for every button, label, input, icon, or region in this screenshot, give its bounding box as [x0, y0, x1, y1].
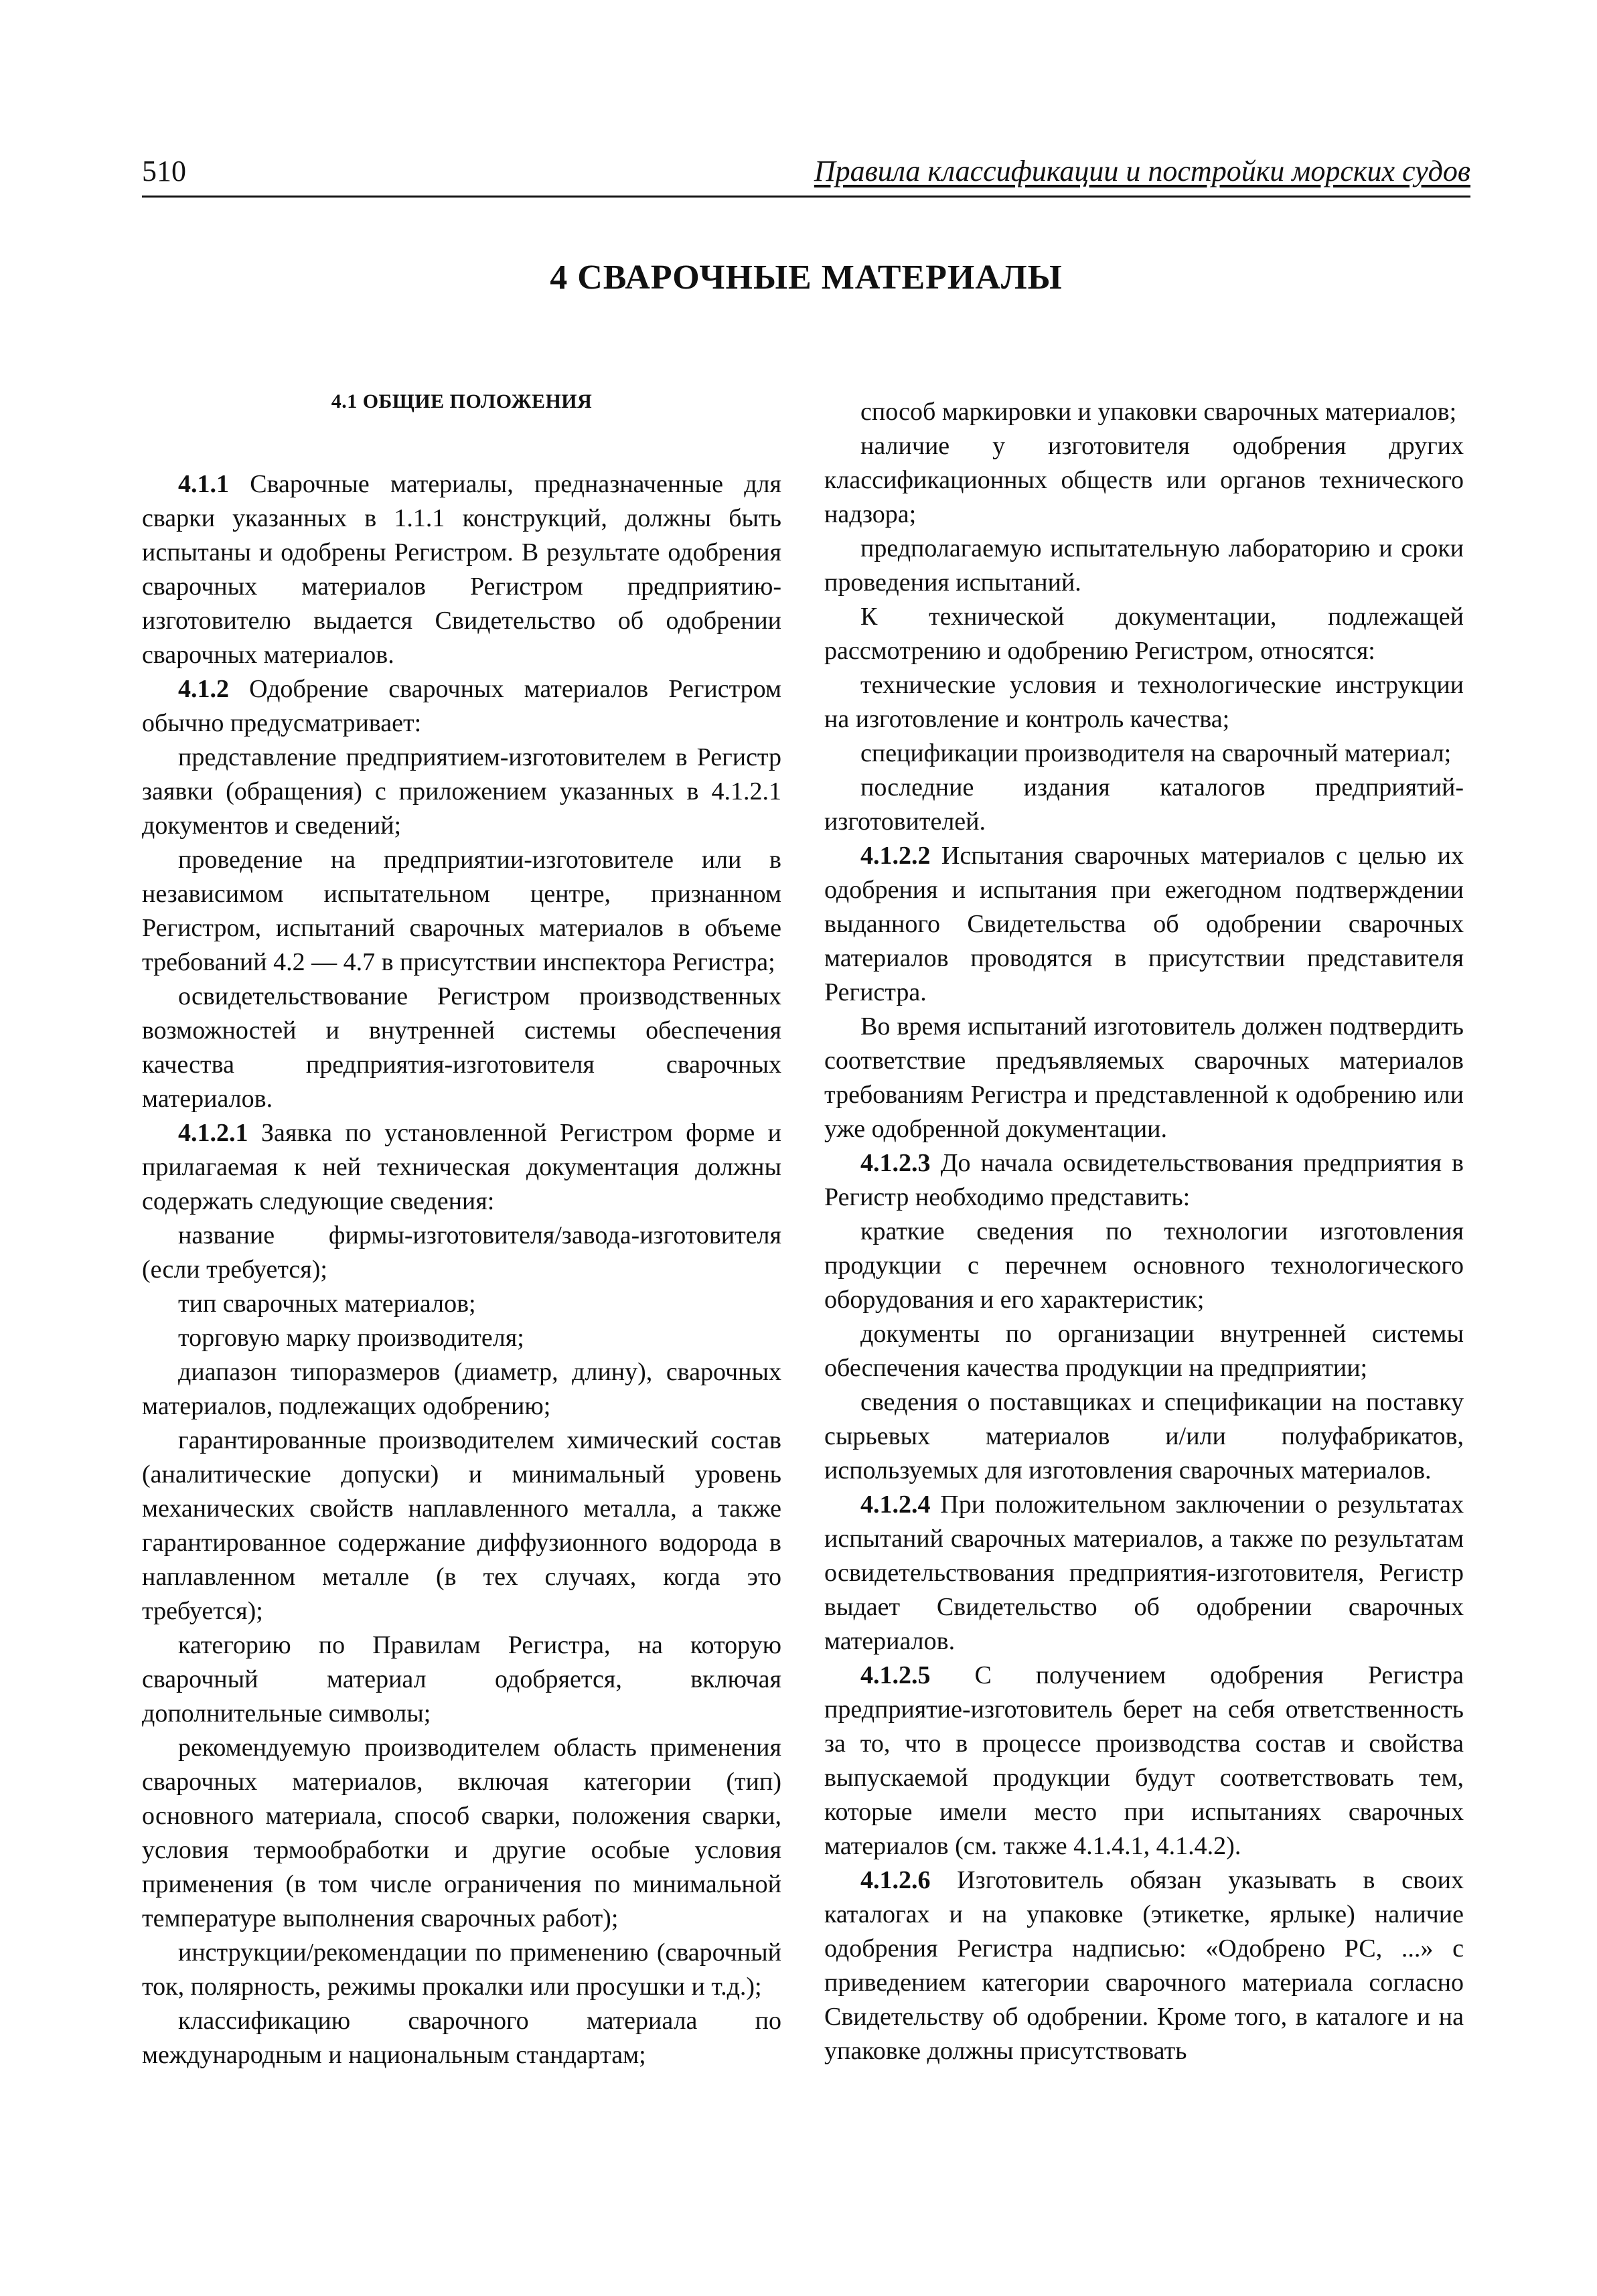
- paragraph: [142, 2004, 781, 2072]
- paragraph: [824, 1317, 1464, 1385]
- paragraph-text: До начала освидетельствования предприятия в Регистр необходимо представить:: [824, 1149, 1464, 1211]
- paragraph: [824, 429, 1464, 532]
- paragraph: [824, 1385, 1464, 1488]
- paragraph-text: документы по организации внутренней системы обеспечения качества продукции на предприятии;: [824, 1320, 1464, 1382]
- clause-number: 4.1.2: [178, 675, 229, 703]
- clause-number: 4.1.2.6: [860, 1866, 931, 1894]
- paragraph-text: гарантированные производителем химический состав (аналитические допуски) и минимальный уровень механических свойств наплавленного металла, а также гарантированное содержание диффузионного водорода в наплавленном металле (в тех случаях, когда это требуется);: [142, 1426, 781, 1625]
- paragraph-text: последние издания каталогов предприятий-изготовителей.: [824, 773, 1464, 836]
- paragraph-text: К технической документации, подлежащей рассмотрению и одобрению Регистром, относятся:: [824, 603, 1464, 665]
- paragraph-text: торговую марку производителя;: [178, 1324, 524, 1352]
- paragraph-text: рекомендуемую производителем область применения сварочных материалов, включая категории (тип) основного материала, способ сварки, положения сварки, условия термообработки и другие особые условия применения (в том числе ограничения по минимальной температуре выполнения сварочных работ);: [142, 1734, 781, 1932]
- paragraph-text: освидетельствование Регистром производственных возможностей и внутренней системы обеспечения качества предприятия-изготовителя сварочных материалов.: [142, 982, 781, 1113]
- paragraph-text: наличие у изготовителя одобрения других классификационных обществ или органов технического надзора;: [824, 432, 1464, 528]
- paragraph: [142, 1731, 781, 1936]
- paragraph: [142, 467, 781, 672]
- clause-number: 4.1.2.3: [860, 1149, 931, 1177]
- paragraph-text: Одобрение сварочных материалов Регистром обычно предусматривает:: [142, 675, 781, 737]
- paragraph-text: тип сварочных материалов;: [178, 1290, 476, 1318]
- paragraph: [142, 980, 781, 1116]
- clause-number: 4.1.2.1: [178, 1119, 248, 1147]
- paragraph: [824, 771, 1464, 839]
- paragraph: [824, 1215, 1464, 1317]
- paragraph-text: классификацию сварочного материала по международным и национальным стандартам;: [142, 2007, 781, 2069]
- paragraph: [142, 1628, 781, 1731]
- paragraph-text: диапазон типоразмеров (диаметр, длину), сварочных материалов, подлежащих одобрению;: [142, 1358, 781, 1420]
- paragraph-text: предполагаемую испытательную лабораторию и сроки проведения испытаний.: [824, 534, 1464, 597]
- paragraph-text: инструкции/рекомендации по применению (сварочный ток, полярность, режимы прокалки или просушки и т.д.);: [142, 1938, 781, 2001]
- paragraph: [824, 395, 1464, 429]
- clause-number: 4.1.2.5: [860, 1661, 931, 1689]
- section-title: 4.1 ОБЩИЕ ПОЛОЖЕНИЯ: [331, 390, 593, 412]
- paragraph-text: категорию по Правилам Регистра, на которую сварочный материал одобряется, включая дополнительные символы;: [142, 1631, 781, 1728]
- paragraph: [824, 737, 1464, 771]
- clause-number: 4.1.2.4: [860, 1490, 931, 1519]
- clause-number: 4.1.2.2: [860, 842, 931, 870]
- paragraph-text: Во время испытаний изготовитель должен подтвердить соответствие предъявляемых сварочных материалов требованиям Регистра и представленной к одобрению или уже одобренной документации.: [824, 1012, 1464, 1143]
- paragraph: [142, 1219, 781, 1287]
- paragraph-text: сведения о поставщиках и спецификации на поставку сырьевых материалов и/или полуфабрикатов, используемых для изготовления сварочных материалов.: [824, 1388, 1464, 1484]
- page-number: 510: [142, 155, 186, 187]
- paragraph: [142, 1936, 781, 2004]
- paragraph: [142, 1116, 781, 1219]
- paragraph: [824, 839, 1464, 1010]
- paragraph: [824, 1659, 1464, 1863]
- paragraph-text: При положительном заключении о результатах испытаний сварочных материалов, а также по результатам освидетельствования предприятия-изготовителя, Регистр выдает Свидетельство об одобрении сварочных материалов.: [824, 1490, 1464, 1655]
- chapter-title: 4 СВАРОЧНЫЕ МАТЕРИАЛЫ: [550, 258, 1063, 297]
- paragraph: [824, 1010, 1464, 1146]
- paragraph: [824, 1488, 1464, 1659]
- paragraph: [824, 1863, 1464, 2068]
- paragraph-text: способ маркировки и упаковки сварочных материалов;: [860, 398, 1457, 426]
- paragraph: [142, 1321, 781, 1355]
- paragraph: [142, 672, 781, 741]
- paragraph-text: представление предприятием-изготовителем в Регистр заявки (обращения) с приложением указанных в 4.1.2.1 документов и сведений;: [142, 743, 781, 840]
- paragraph-text: Испытания сварочных материалов с целью их одобрения и испытания при ежегодном подтверждении выданного Свидетельства об одобрении сварочных материалов проводятся в присутствии представителя Регистра.: [824, 842, 1464, 1006]
- page-header: [142, 151, 1470, 198]
- paragraph: [142, 1424, 781, 1628]
- paragraph: [824, 600, 1464, 668]
- paragraph: [142, 741, 781, 843]
- running-title: Правила классификации и постройки морских судов: [814, 155, 1470, 187]
- paragraph-text: краткие сведения по технологии изготовления продукции с перечнем основного технологического оборудования и его характеристик;: [824, 1217, 1464, 1314]
- paragraph: [142, 1287, 781, 1321]
- paragraph-text: Изготовитель обязан указывать в своих каталогах и на упаковке (этикетке, ярлыке) наличие одобрения Регистра надписью: «Одобрено РС, ...» с приведением категории сварочного материала согласно Свидетельству об одобрении. Кроме того, в каталоге и на упаковке должны присутствовать: [824, 1866, 1464, 2065]
- paragraph-text: технические условия и технологические инструкции на изготовление и контроль качества;: [824, 671, 1464, 733]
- paragraph-text: название фирмы-изготовителя/завода-изготовителя (если требуется);: [142, 1221, 781, 1284]
- paragraph: [142, 843, 781, 980]
- paragraph-text: проведение на предприятии-изготовителе или в независимом испытательном центре, признанном Регистром, испытаний сварочных материалов в объеме требований 4.2 — 4.7 в присутствии инспектора Регистра;: [142, 846, 781, 976]
- paragraph-text: Заявка по установленной Регистром форме и прилагаемая к ней техническая документация должны содержать следующие сведения:: [142, 1119, 781, 1215]
- paragraph: [824, 668, 1464, 737]
- paragraph: [824, 1146, 1464, 1215]
- left-column: [142, 388, 781, 2072]
- paragraph-text: спецификации производителя на сварочный материал;: [860, 739, 1452, 767]
- clause-number: 4.1.1: [178, 470, 229, 498]
- right-column: [824, 395, 1464, 2068]
- paragraph: [824, 532, 1464, 600]
- paragraph-text: С получением одобрения Регистра предприятие-изготовитель берет на себя ответственность за то, что в процессе производства состав и свойства выпускаемой продукции будут соответствовать тем, которые имели место при испытаниях сварочных материалов (см. также 4.1.4.1, 4.1.4.2).: [824, 1661, 1464, 1860]
- paragraph: [142, 1355, 781, 1424]
- paragraph-text: Сварочные материалы, предназначенные для сварки указанных в 1.1.1 конструкций, должны быть испытаны и одобрены Регистром. В результате одобрения сварочных материалов Регистром предприятию-изготовителю выдается Свидетельство об одобрении сварочных материалов.: [142, 470, 781, 669]
